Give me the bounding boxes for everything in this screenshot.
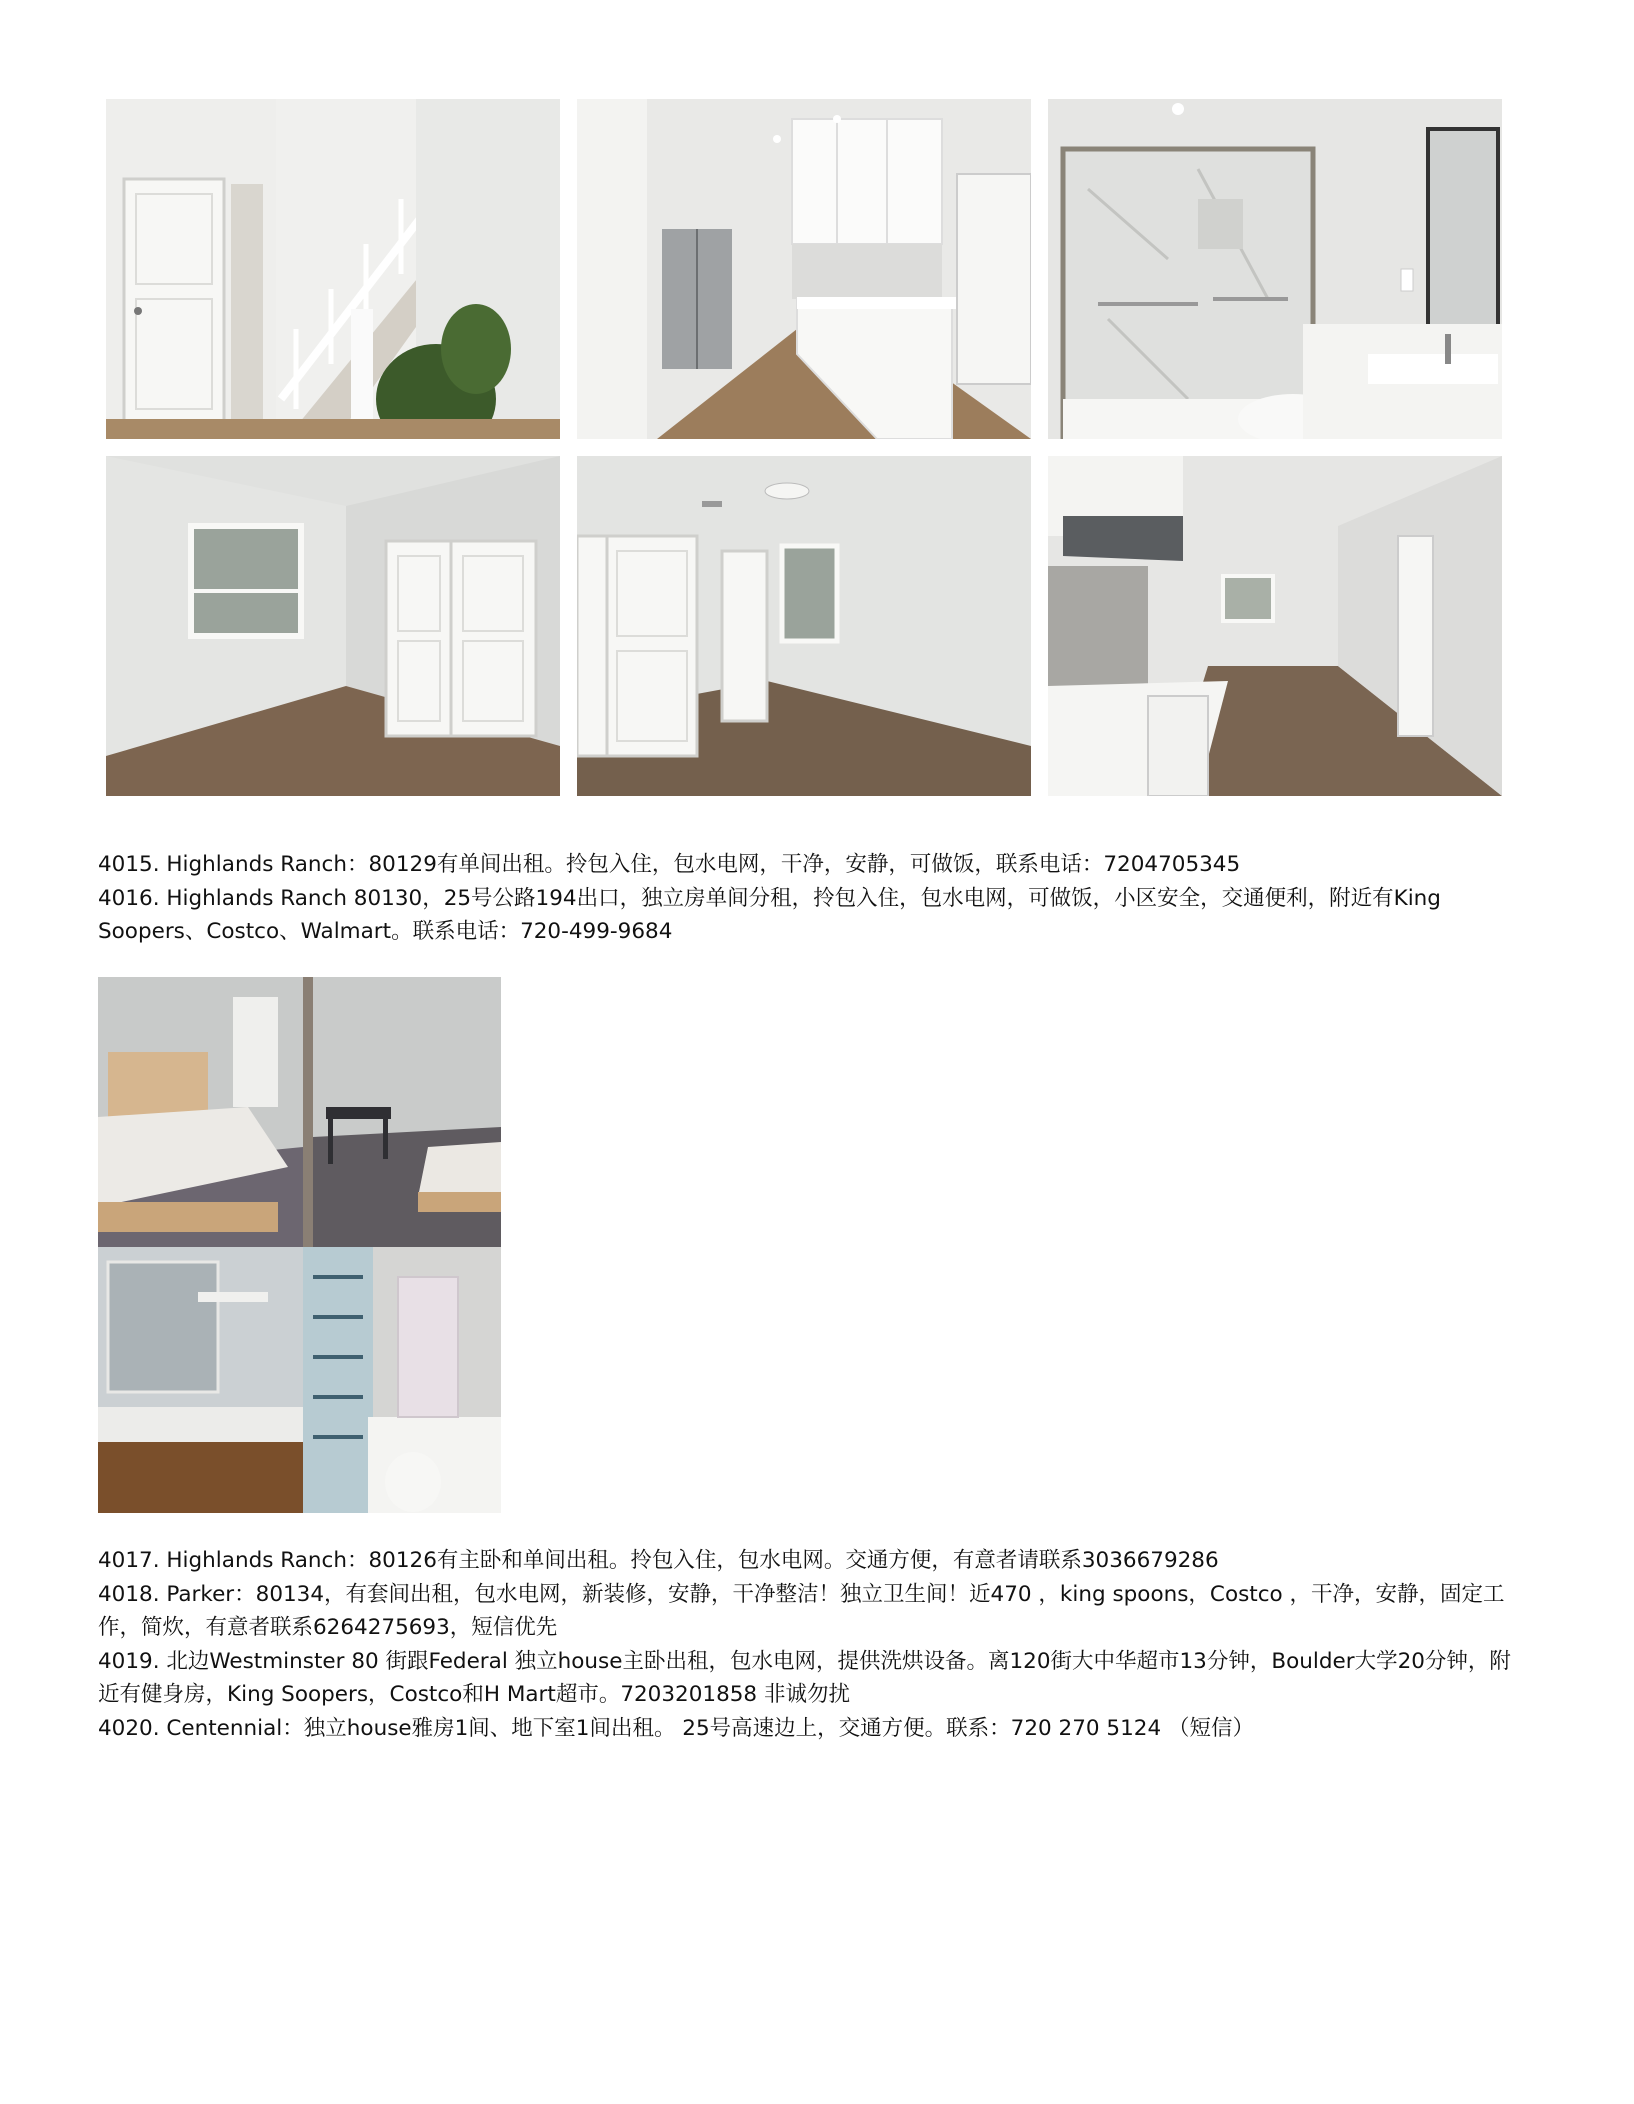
listing-group-2 xyxy=(98,1544,1518,1745)
listing-4016: 4016. Highlands Ranch 80130，25号公路194出口，独立房单间分租，拎包入住，包水电网，可做饭，小区安全，交通便利，附近有King Soopers、Costco、Walmart。联系电话：720-499-9684 xyxy=(98,885,1441,944)
photo-hallway-staircase xyxy=(106,99,560,439)
listing-4020: 4020. Centennial：独立house雅房1间、地下室1间出租。 25号高速边上，交通方便。联系：720 270 5124 （短信） xyxy=(98,1715,1254,1741)
listing-4015: 4015. Highlands Ranch：80129有单间出租。拎包入住，包水电网，干净，安静，可做饭，联系电话：7204705345 xyxy=(98,852,1241,877)
photo-bedroom-doors xyxy=(577,456,1031,796)
photo-bathroom-shower xyxy=(1048,99,1502,439)
listing-group-1 xyxy=(98,848,1518,949)
listing-4018: 4018. Parker：80134，有套间出租，包水电网，新装修，安静，干净整洁！独立卫生间！近470 ，king spoons，Costco ，干净，安静，固定工作，简炊，有意者联系6264275693，短信优先 xyxy=(98,1581,1505,1640)
listing-4019: 4019. 北边Westminster 80 街跟Federal 独立house主卧出租，包水电网，提供洗烘设备。离120街大中华超市13分钟，Boulder大学20分钟，附近有健身房，King Soopers，Costco和H Mart超市。7203201858 非诚勿扰 xyxy=(98,1648,1511,1707)
listing-4017: 4017. Highlands Ranch：80126有主卧和单间出租。拎包入住，包水电网。交通方便，有意者请联系3036679286 xyxy=(98,1548,1219,1573)
photo-kitchen-hallway xyxy=(1048,456,1502,796)
photo-bedroom-closet-window xyxy=(106,456,560,796)
photo-collage-bedroom-bathroom xyxy=(98,977,501,1513)
photo-kitchen xyxy=(577,99,1031,439)
